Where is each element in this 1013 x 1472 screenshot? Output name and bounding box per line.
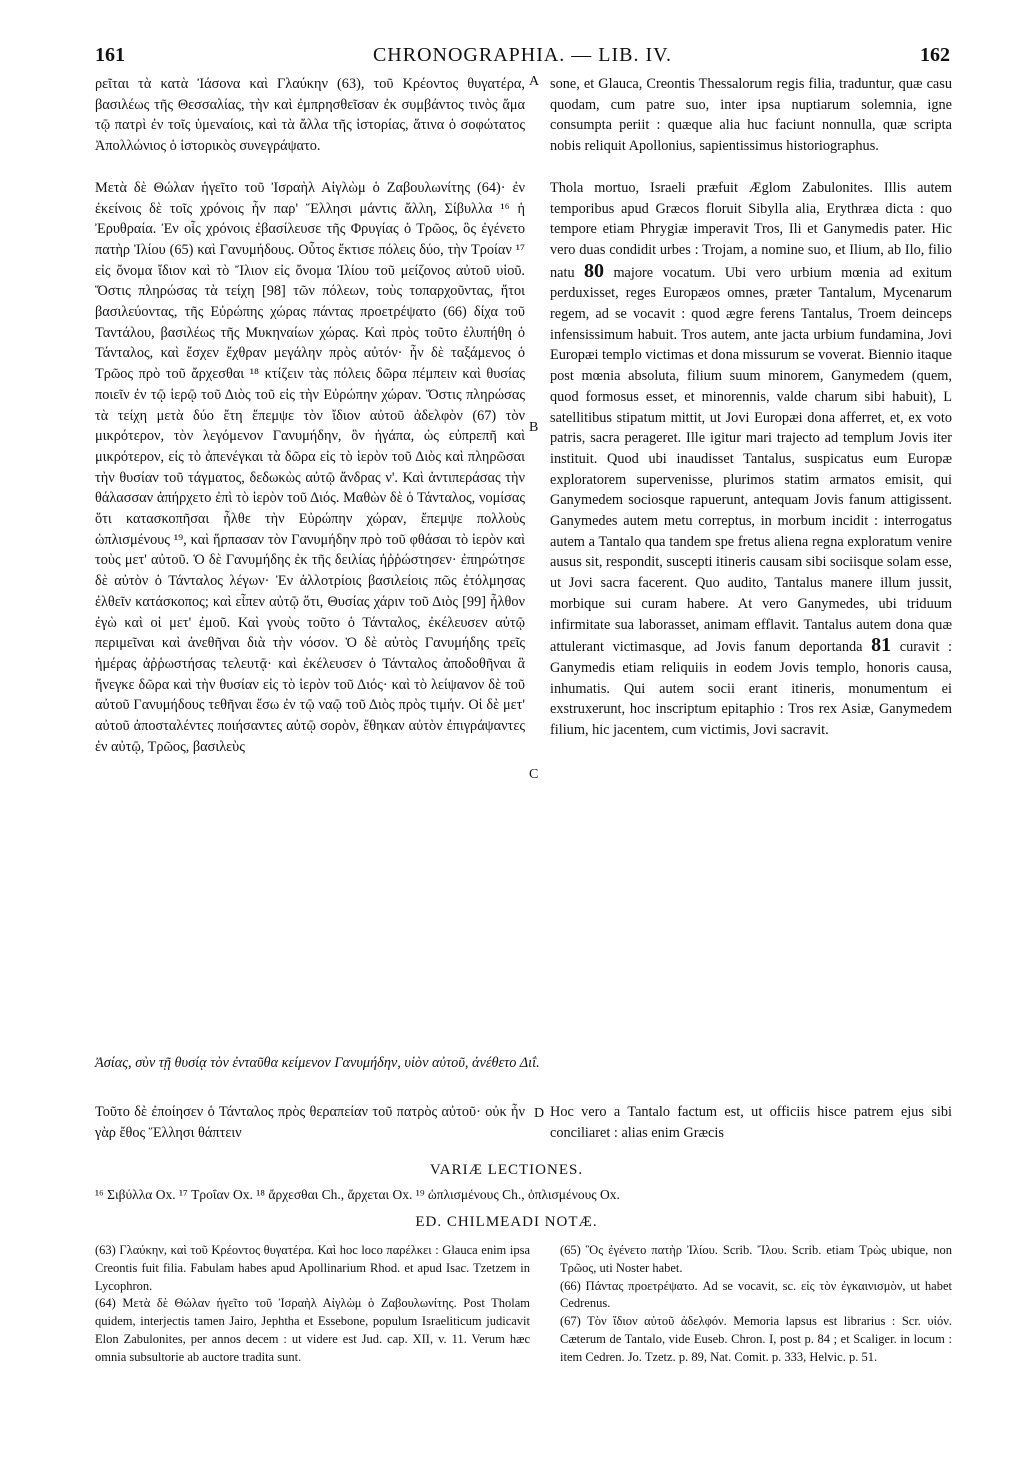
note-63: (63) Γλαύκην, καὶ τοῦ Κρέοντος θυγατέρα. Καὶ hoc loco παρέλκει : Glauca enim ipsa Creontis fuit filia. Fabulam habes apud Apollinarium Rhod. et apud Isac. Tzetzem in Lycophron. (95, 1243, 530, 1293)
latin-continuation: Hoc vero a Tantalo factum est, ut officiis hisce patrem ejus sibi conciliaret : alias enim Græcis (550, 1104, 952, 1141)
latin-paragraph-1 (550, 74, 952, 157)
epitaph-line: Ἀσίας, σὺν τῇ θυσίᾳ τὸν ἐνταῦθα κείμενον Γανυμήδην, υἱὸν αὐτοῦ, ἀνέθετο Διΐ. (95, 1055, 540, 1071)
greek-paragraph-2: Μετὰ δὲ Θώλαν ἡγεῖτο τοῦ Ἰσραὴλ Αἰγλὼμ ὁ Ζαβουλωνίτης (64)· ἐν ἐκείνοις δὲ τοῖς χρόνοις ἦν παρ' Ἕλλησι μάντις ἄλλη, Σίβυλλα ¹⁶ ἡ Ἐρυθραία. Ἐν οἷς χρόνοις ἐβασίλευσε τῆς Φρυγίας ὁ Τρῶος, ὃς ἐγένετο πατὴρ Ἰλίου (65) καὶ Γανυμήδους. Οὗτος ἔκτισε πόλεις δύο, τὴν Τροίαν ¹⁷ εἰς ὄνομα ἴδιον καὶ τὸ Ἴλιον εἰς ὄνομα Ἰλίου τοῦ μείζονος αὐτοῦ υἱοῦ. Ὅστις πληρώσας τὰ τείχη [98] τῶν πόλεων, τοὺς τοπαρχοῦντας, ἤτοι βασιλεύοντας, τῆς Εὐρώπης χώρας πάντας προετρέψατο (66) δίχα τοῦ Ταντάλου, βασιλέως τῆς Μυκηναίων χώρας. Καὶ πρὸς τοῦτο ἐλυπήθη ὁ Τάνταλος, καὶ ἔσχεν ἔχθραν μεγάλην πρὸς αὐτόν· ἦν δὲ ταξάμενος ὁ Τρῶος πρὸ τοῦ ἄρχεσθαι ¹⁸ κτίζειν τὰς πόλεις δῶρα πέμπειν καὶ θυσίας ποιεῖν ἐν τῷ ἱερῷ τοῦ Διὸς τοῦ εἰς τὴν Εὐρώπην χώραν. Ὅστις πληρώσας τὰ τείχη μετὰ δύο ἔτη ἔπεμψε τὸν ἴδιον αὐτοῦ ἀδελφὸν (67) τὸν μικρότερον, τὸν λεγόμενον Γανυμήδην, ὃν ἠγάπα, ὡς εὐπρεπῆ καὶ μικρότερον, εἰς τὸ ἀπενέγκαι τὰ δῶρα εἰς τὸ ἱερὸν τοῦ Διὸς καὶ πληρῶσαι τὴν θυσίαν τοῦ τάγματος, δεδωκὼς αὐτῷ ἄνδρας ν'. Καὶ ἀντιπεράσας τὴν θάλασσαν ἀπήρχετο ἐπὶ τὸ ἱερὸν τοῦ Διός. Μαθὼν δὲ ὁ Τάνταλος, νομίσας ὅτι κατασκοπῆσαι ἦλθε τὴν Εὐρώπην χώραν, ἔπεμψε πολλοὺς ὡπλισμένους ¹⁹, καὶ ἥρπασαν τὸν Γανυμήδην πρὸ τοῦ φθάσαι τὸ ἱερὸν καὶ τοὺς μετ' αὐτοῦ. Ὁ δὲ Γανυμήδης ἐκ τῆς δειλίας ἠῤῥώστησεν· ἐπηρώτησε δὲ αὐτὸν ὁ Τάνταλος λέγων· Ἐν ἀλλοτρίοις βασιλείοις πῶς ἐτόλμησας ἐλθεῖν κατάσκοπος; καὶ εἶπεν αὐτῷ ὅτι, Θυσίας χάριν τοῦ Διὸς [99] ἦλθον ἐγὼ καὶ οἱ μετ' ἐμοῦ. Καὶ γνοὺς τοῦτο ὁ Τάνταλος, ἐκέλευσεν αὐτῷ περιμεῖναι καὶ ἀνεθῆναι διὰ τὴν νόσον. Ὁ δὲ αὐτὸς Γανυμήδης τρεῖς ἡμέρας ἀῤῥωστήσας τελευτᾷ· καὶ ἐκέλευσεν ὁ Τάνταλος ἀποδοθῆναι ἃ ἤνεγκε δῶρα καὶ τὴν θυσίαν εἰς τὸ ἱερὸν τοῦ Διός· καὶ τὸ λείψανον δὲ τοῦ αὐτοῦ Γανυμήδους τεθῆναι ἔσω ἐν τῷ ναῷ τοῦ Διὸς πρὸς τιμήν. Οἱ δὲ μετ' αὐτοῦ ἀποσταλέντες ποιήσαντες αὐτῷ σορὸν, ἔθηκαν αὐτὸν ἐπιγράψαντες ἐν αὐτῷ, Τρῶος, βασιλεὺς (95, 179, 525, 755)
latin-paragraph-1-text: sone, et Glauca, Creontis Thessalorum regis filia, traduntur, quæ casu quodam, cum patre suo, inter ipsa nuptiarum solemnia, igne consumpta periit : quæque alia huc faciunt nonnulla, quæ scripta nobis reliquit Apollonius, sapientissimus historiographus. (550, 76, 952, 155)
notes-heading: ED. CHILMEADI NOTÆ. (415, 1214, 598, 1230)
note-65: (65) Ὃς ἐγένετο πατὴρ Ἰλίου. Scrib. Ἴλου. Scrib. etiam Τρὼς ubique, non Τρῶος, uti Noster habet. (560, 1243, 952, 1275)
greek-text-column (95, 74, 525, 758)
latin-paragraph-2a: Thola mortuo, Israeli præfuit Æglom Zabulonites. Illis autem temporibus apud Græcos floruit Sibylla alia, Erythræa dicta : quo tempore etiam Phrygiæ imperavit Tros, Ili et Ganymedis pater. Hic vero duas condidit urbes : Trojam, a nomine suo, et Ilium, ab Ilo, filio natu (550, 179, 952, 281)
page-number-right: 162 (920, 44, 950, 66)
greek-continuation: Τοῦτο δὲ ἐποίησεν ὁ Τάνταλος πρὸς θεραπείαν τοῦ πατρὸς αὐτοῦ· οὐκ ἦν γὰρ ἔθος Ἕλλησι θάπτειν (95, 1104, 525, 1141)
notes-right-column (560, 1242, 952, 1367)
greek-paragraph-1: ρεῖται τὰ κατὰ Ἰάσονα καὶ Γλαύκην (63), τοῦ Κρέοντος θυγατέρα, βασιλέως τῆς Θεσσαλίας, τὴν καὶ ἐμπρησθεῖσαν ἐκ συμβάντος τινὸς ἅμα τῷ πατρὶ ἐν τοῖς ὑμεναίοις, καὶ τὰ ἄλλα τῆς ἱστορίας, ἅτινα ὁ σοφώτατος Ἀπολλώνιος ὁ ἱστορικὸς συνεγράψατο. (95, 76, 525, 155)
column-number-80: 80 (584, 259, 605, 282)
note-66: (66) Πάντας προετρέψατο. Ad se vocavit, sc. εἰς τὸν ἐγκαινισμὸν, ut habet Cedrenus. (560, 1278, 952, 1311)
variae-lectiones-heading: VARIÆ LECTIONES. (429, 1162, 584, 1178)
margin-marker-d: D (534, 1106, 545, 1121)
notes-left-column (95, 1242, 530, 1367)
running-title: CHRONOGRAPHIA. — LIB. IV. (372, 44, 673, 66)
margin-marker-a: A (529, 74, 540, 89)
margin-marker-b: B (529, 420, 539, 435)
variae-lectiones-text: ¹⁶ Σιβύλλα Ox. ¹⁷ Τροΐαν Ox. ¹⁸ ἄρχεσθαι Ch., ἄρχεται Ox. ¹⁹ ὡπλισμένους Ch., ὁπλισμένους Ox. (95, 1187, 620, 1202)
page-number-left: 161 (95, 44, 125, 66)
margin-marker-c: C (529, 767, 539, 782)
latin-paragraph-2c: curavit : Ganymedis etiam reliquiis in eodem Jovis templo, honoris causa, inhumatis. Qui autem socii erant itineris, monumentum ei exstruxerunt, hoc inscriptum epitaphio : Tros rex Asiæ, Ganymedem filium, hic jacentem, cum victimis, Jovi sacravit. (550, 639, 952, 739)
running-header (95, 44, 950, 74)
latin-text-column (550, 74, 952, 741)
latin-paragraph-2b: majore vocatum. Ubi vero urbium mœnia ad exitum perduxisset, reges Europæos omnes, præter Tantalum, Mycenarum regem, ad se vocavit : quod ægre ferens Tantalus, Troem deinceps infensissimum habuit. Tros autem, ante jacta urbium fundamina, Jovi Europæi templo victimas et dona missurum se voverat. Biennio itaque post mœnia absoluta, filium suum minorem, Ganymedem (quem, quod formosus esset, et minorennis, valde charum sibi habuit), L satellitibus stipatum mittit, ut Jovi Europæi dona afferret, et, ex voto patris, sacra perageret. Ille igitur mari trajecto ad templum Jovis iter instituit. Quod ubi inaudisset Tantalus, suspicatus eum Europæ exploratorem supervenisse, plurimos statim armatos emisit, qui Ganymedem sociosque rapuerunt, antequam Jovis fanum attigissent. Ganymedes autem metu correptus, in morbum incidit : interrogatus autem a Tantalo qua tandem spe fretus aliena regna exploratum venire ausus sit, respondit, suscepti itineris causam sibi sociisque solam esse, ut Jovi sacra facerent. Quo audito, Tantalus manere illum jussit, morbique sui curam habere. At vero Ganymedes, ubi triduum infirmitate sua laborasset, animam efflavit. Tantalus autem dona quæ attulerant victimasque, ad Jovis fanum deportanda (550, 264, 952, 656)
note-67: (67) Τὸν ἴδιον αὐτοῦ ἀδελφόν. Memoria lapsus est librarius : Scr. υἱόν. Cæterum de Tantalo, vide Euseb. Chron. I, post p. 84 ; et Scaliger. in locum : item Cedren. Jo. Tzetz. p. 89, Nat. Comit. p. 333, Helvic. p. 51. (560, 1314, 952, 1364)
latin-paragraph-2 (550, 178, 952, 741)
note-64: (64) Μετὰ δὲ Θώλαν ἡγεῖτο τοῦ Ἰσραὴλ Αἰγλὼμ ὁ Ζαβουλωνίτης. Post Tholam quidem, interjectis tamen Jairo, Jephtha et Essebone, populum Israeliticum judicavit Elon Zabulonites, per annos decem : ut videre est Jud. cap. XII, v. 11. Verum hæc omnia subsultorie ab auctore tradita sunt. (95, 1296, 530, 1364)
column-number-81: 81 (871, 634, 892, 657)
